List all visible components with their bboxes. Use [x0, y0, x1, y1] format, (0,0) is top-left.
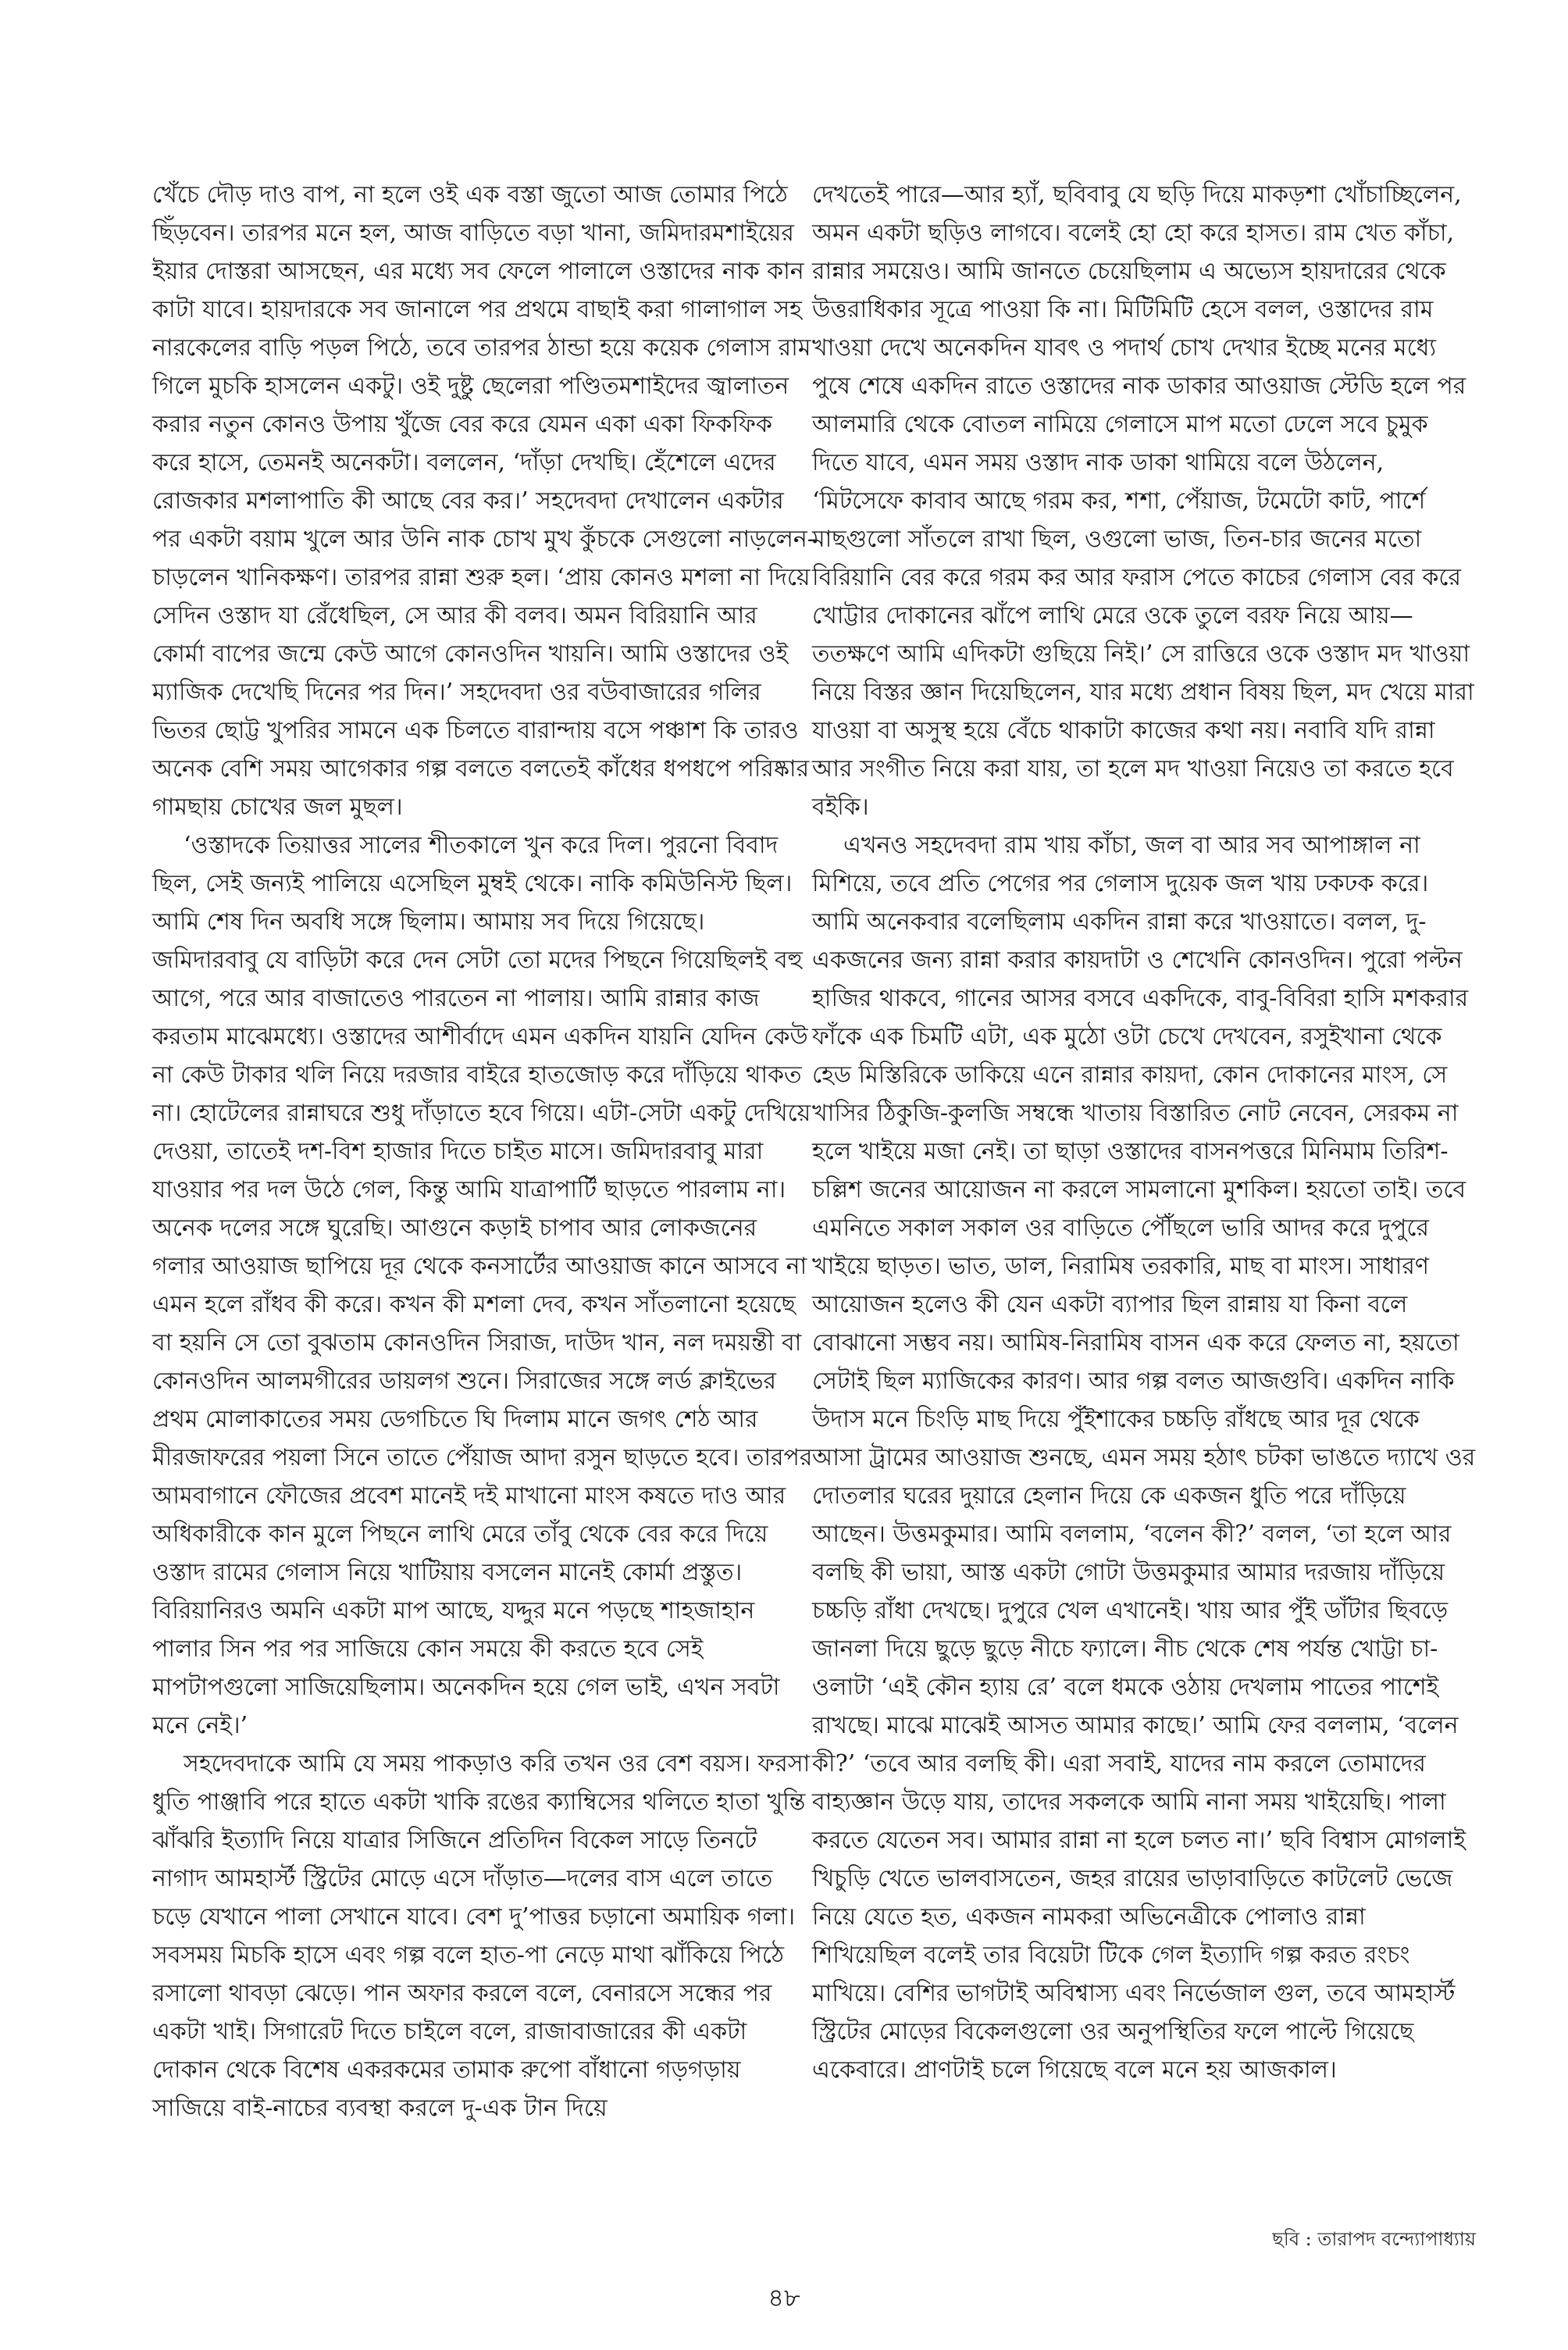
- paragraph: দেখতেই পারে—আর হ্যাঁ, ছবিবাবু যে ছড়ি দিয়ে মাকড়শা খোঁচাচ্ছিলেন, অমন একটা ছড়িও লাগবে। বলেই হো হো করে হাসত। রাম খেত কাঁচা, রান্নার সময়েও। আমি জানতে চেয়েছিলাম এ অভ্যেস হায়দারের থেকে উত্তরাধিকার সূত্রে পাওয়া কি না। মিটিমিটি হেসে বলল, ওস্তাদের রাম খাওয়া দেখে অনেকদিন যাবৎ ও পদার্থ চোখ দেখার ইচ্ছে মনের মধ্যে পুষে শেষে একদিন রাতে ওস্তাদের নাক ডাকার আওয়াজ স্টেডি হলে পর আলমারি থেকে বোতল নামিয়ে গেলাসে মাপ মতো ঢেলে সবে চুমুক দিতে যাবে, এমন সময় ওস্তাদ নাক ডাকা থামিয়ে বলে উঠলেন, ‘মিটসেফে কাবাব আছে গরম কর, শশা, পেঁয়াজ, টমেটো কাট, পার্শে মাছগুলো সাঁতলে রাখা ছিল, ওগুলো ভাজ, তিন-চার জনের মতো বিরিয়ানি বের করে গরম কর আর ফরাস পেতে কাচের গেলাস বের করে খোট্টার দোকানের ঝাঁপে লাথি মেরে ওকে তুলে বরফ নিয়ে আয়—ততক্ষণে আমি এদিকটা গুছিয়ে নিই।’ সে রাত্তিরে ওকে ওস্তাদ মদ খাওয়া নিয়ে বিস্তর জ্ঞান দিয়েছিলেন, যার মধ্যে প্রধান বিষয় ছিল, মদ খেয়ে মারা যাওয়া বা অসুস্থ হয়ে বেঁচে থাকাটা কাজের কথা নয়। নবাবি যদি রান্না আর সংগীত নিয়ে করা যায়, তা হলে মদ খাওয়া নিয়েও তা করতে হবে বইকি।: [812, 181, 1474, 821]
- right-column: [812, 176, 1476, 2089]
- paragraph: সহদেবদাকে আমি যে সময় পাকড়াও করি তখন ওর বেশ বয়স। ফরসা ধুতি পাঞ্জাবি পরে হাতে একটা খাকি রঙের ক্যাম্বিসের থলিতে হাতা খুন্তি ঝাঁঝরি ইত্যাদি নিয়ে যাত্রার সিজিনে প্রতিদিন বিকেল সাড়ে তিনটে নাগাদ আমহার্স্ট স্ট্রিটের মোড়ে এসে দাঁড়াত—দলের বাস এলে তাতে চড়ে যেখানে পালা সেখানে যাবে। বেশ দু’পাত্তর চড়ানো অমায়িক গলা। সবসময় মিচকি হাসে এবং গল্প বলে হাত-পা নেড়ে মাথা ঝাঁকিয়ে পিঠে রসালো থাবড়া ঝেড়ে। পান অফার করলে বলে, বেনারসে সন্ধের পর একটা খাই। সিগারেট দিতে চাইলে বলে, রাজাবাজারের কী একটা দোকান থেকে বিশেষ একরকমের তামাক রুপো বাঁধানো গড়গড়ায় সাজিয়ে বাই-নাচের ব্যবস্থা করলে দু-এক টান দিয়ে: [152, 1750, 811, 2122]
- page-number: ৪৮: [768, 2283, 800, 2313]
- paragraph: ‘ওস্তাদকে তিয়াত্তর সালের শীতকালে খুন করে দিল। পুরনো বিবাদ ছিল, সেই জন্যই পালিয়ে এসেছিল মুম্বই থেকে। নাকি কমিউনিস্ট ছিল। আমি শেষ দিন অবধি সঙ্গে ছিলাম। আমায় সব দিয়ে গিয়েছে। জমিদারবাবু যে বাড়িটা করে দেন সেটা তো মদের পিছনে গিয়েছিলই বহু আগে, পরে আর বাজাতেও পারতেন না পালায়। আমি রান্নার কাজ করতাম মাঝেমধ্যে। ওস্তাদের আশীর্বাদে এমন একদিন যায়নি যেদিন কেউ না কেউ টাকার থলি নিয়ে দরজার বাইরে হাতজোড় করে দাঁড়িয়ে থাকত না। হোটেলের রান্নাঘরে শুধু দাঁড়াতে হবে গিয়ে। এটা-সেটা একটু দেখিয়ে দেওয়া, তাতেই দশ-বিশ হাজার দিতে চাইত মাসে। জমিদারবাবু মারা যাওয়ার পর দল উঠে গেল, কিন্তু আমি যাত্রাপার্টি ছাড়তে পারলাম না। অনেক দলের সঙ্গে ঘুরেছি। আগুনে কড়াই চাপাব আর লোকজনের গলার আওয়াজ ছাপিয়ে দূর থেকে কনসার্টের আওয়াজ কানে আসবে না এমন হলে রাঁধব কী করে। কখন কী মশলা দেব, কখন সাঁতলানো হয়েছে বা হয়নি সে তো বুঝতাম কোনওদিন সিরাজ, দাউদ খান, নল দময়ন্তী বা কোনওদিন আলমগীরের ডায়লগ শুনে। সিরাজের সঙ্গে লর্ড ক্লাইভের প্রথম মোলাকাতের সময় ডেগচিতে ঘি দিলাম মানে জগৎ শেঠ আর মীরজাফরের পয়লা সিনে তাতে পেঁয়াজ আদা রসুন ছাড়তে হবে। তারপর আমবাগানে ফৌজের প্রবেশ মানেই দই মাখানো মাংস কষতে দাও আর অধিকারীকে কান মুলে পিছনে লাথি মেরে তাঁবু থেকে বের করে দিয়ে ওস্তাদ রামের গেলাস নিয়ে খাটিয়ায় বসলেন মানেই কোর্মা প্রস্তুত। বিরিয়ানিরও অমনি একটা মাপ আছে, যদ্দুর মনে পড়ছে শাহজাহান পালার সিন পর পর সাজিয়ে কোন সময়ে কী করতে হবে সেই মাপটাপগুলো সাজিয়েছিলাম। অনেকদিন হয়ে গেল ভাই, এখন সবটা মনে নেই।’: [152, 832, 813, 1739]
- left-column: [152, 176, 816, 2127]
- paragraph: খেঁচে দৌড় দাও বাপ, না হলে ওই এক বস্তা জুতো আজ তোমার পিঠে ছিঁড়বেন। তারপর মনে হল, আজ বাড়িতে বড়া খানা, জমিদারমশাইয়ের ইয়ার দোস্তরা আসছেন, এর মধ্যে সব ফেলে পালালে ওস্তাদের নাক কান কাটা যাবে। হায়দারকে সব জানালে পর প্রথমে বাছাই করা গালাগাল সহ নারকেলের বাড়ি পড়ল পিঠে, তবে তারপর ঠান্ডা হয়ে কয়েক গেলাস রাম গিলে মুচকি হাসলেন একটু। ওই দুষ্টু ছেলেরা পণ্ডিতমশাইদের জ্বালাতন করার নতুন কোনও উপায় খুঁজে বের করে যেমন একা একা ফিকফিক করে হাসে, তেমনই অনেকটা। বললেন, ‘দাঁড়া দেখছি। হেঁশেলে এদের রোজকার মশলাপাতি কী আছে বের কর।’ সহদেবদা দেখালেন একটার পর একটা বয়াম খুলে আর উনি নাক চোখ মুখ কুঁচকে সেগুলো নাড়লেন-চাড়লেন খানিকক্ষণ। তারপর রান্না শুরু হল। ‘প্রায় কোনও মশলা না দিয়ে সেদিন ওস্তাদ যা রেঁধেছিল, সে আর কী বলব। অমন বিরিয়ানি আর কোর্মা বাপের জন্মে কেউ আগে কোনওদিন খায়নি। আমি ওস্তাদের ওই ম্যাজিক দেখেছি দিনের পর দিন।’ সহদেবদা ওর বউবাজারের গলির ভিতর ছোট্ট খুপরির সামনে এক চিলতে বারান্দায় বসে পঞ্চাশ কি তারও অনেক বেশি সময় আগেকার গল্প বলতে বলতেই কাঁধের ধপধপে পরিষ্কার গামছায় চোখের জল মুছল।: [152, 181, 815, 821]
- photo-credit: ছবি : তারাপদ বন্দ্যোপাধ্যায়: [1272, 2228, 1476, 2250]
- paragraph: এখনও সহদেবদা রাম খায় কাঁচা, জল বা আর সব আপাঙ্গাল না মিশিয়ে, তবে প্রতি পেগের পর গেলাস দুয়েক জল খায় ঢকঢক করে। আমি অনেকবার বলেছিলাম একদিন রান্না করে খাওয়াতে। বলল, দু-একজনের জন্য রান্না করার কায়দাটা ও শেখেনি কোনওদিন। পুরো পল্টন হাজির থাকবে, গানের আসর বসবে একদিকে, বাবু-বিবিরা হাসি মশকরার ফাঁকে এক চিমটি এটা, এক মুঠো ওটা চেখে দেখবেন, রসুইখানা থেকে হেড মিস্তিরিকে ডাকিয়ে এনে রান্নার কায়দা, কোন দোকানের মাংস, সে খাসির ঠিকুজি-কুলজি সম্বন্ধে খাতায় বিস্তারিত নোট নেবেন, সেরকম না হলে খাইয়ে মজা নেই। তা ছাড়া ওস্তাদের বাসনপত্তরে মিনিমাম তিরিশ-চল্লিশ জনের আয়োজন না করলে সামলানো মুশকিল। হয়তো তাই। তবে এমনিতে সকাল সকাল ওর বাড়িতে পৌঁছলে ভারি আদর করে দুপুরে খাইয়ে ছাড়ত। ভাত, ডাল, নিরামিষ তরকারি, মাছ বা মাংস। সাধারণ আয়োজন হলেও কী যেন একটা ব্যাপার ছিল রান্নায় যা কিনা বলে বোঝানো সম্ভব নয়। আমিষ-নিরামিষ বাসন এক করে ফেলত না, হয়তো সেটাই ছিল ম্যাজিকের কারণ। আর গল্প বলত আজগুবি। একদিন নাকি উদাস মনে চিংড়ি মাছ দিয়ে পুঁইশাকের চচ্চড়ি রাঁধছে আর দূর থেকে আসা ট্রামের আওয়াজ শুনছে, এমন সময় হঠাৎ চটকা ভাঙতে দ্যাখে ওর দোতলার ঘরের দুয়ারে হেলান দিয়ে কে একজন ধুতি পরে দাঁড়িয়ে আছেন। উত্তমকুমার। আমি বললাম, ‘বলেন কী?’ বলল, ‘তা হলে আর বলছি কী ভায়া, আস্ত একটা গোটা উত্তমকুমার আমার দরজায় দাঁড়িয়ে চচ্চড়ি রাঁধা দেখছে। দুপুরে খেল এখানেই। খায় আর পুঁই ডাঁটার ছিবড়ে জানলা দিয়ে ছুড়ে ছুড়ে নীচে ফ্যালে। নীচ থেকে শেষ পর্যন্ত খোট্টা চা-ওলাটা ‘এই কৌন হ্যায় রে’ বলে ধমকে ওঠায় দেখলাম পাতের পাশেই রাখছে। মাঝে মাঝেই আসত আমার কাছে।’ আমি ফের বললাম, ‘বলেন কী?’ ‘তবে আর বলছি কী। এরা সবাই, যাদের নাম করলে তোমাদের বাহ্যজ্ঞান উড়ে যায়, তাদের সকলকে আমি নানা সময় খাইয়েছি। পালা করতে যেতেন সব। আমার রান্না না হলে চলত না।’ ছবি বিশ্বাস মোগলাই খিচুড়ি খেতে ভালবাসতেন, জহর রায়ের ভাড়াবাড়িতে কাটলেট ভেজে নিয়ে যেতে হত, একজন নামকরা অভিনেত্রীকে পোলাও রান্না শিখিয়েছিল বলেই তার বিয়েটা টিকে গেল ইত্যাদি গল্প করত রংচং মাখিয়ে। বেশির ভাগটাই অবিশ্বাস্য এবং নির্ভেজাল গুল, তবে আমহার্স্ট স্ট্রিটের মোড়ের বিকেলগুলো ওর অনুপস্থিতির ফলে পাল্টে গিয়েছে একেবারে। প্রাণটাই চলে গিয়েছে বলে মনে হয় আজকাল।: [812, 832, 1476, 2084]
